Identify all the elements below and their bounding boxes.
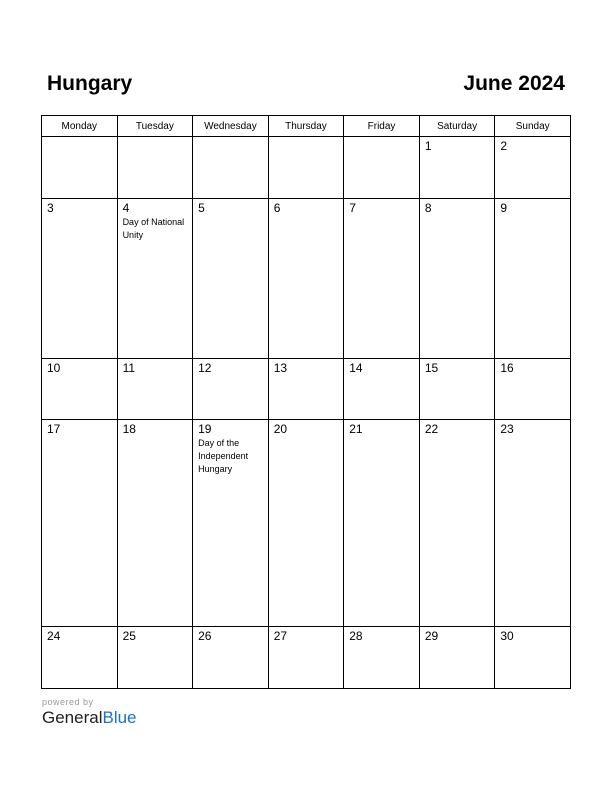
day-number: 8 [424,200,432,215]
day-cell [495,358,571,420]
day-number: 15 [424,360,439,375]
day-cell [419,137,495,199]
day-cell [419,627,495,689]
day-number: 21 [349,422,363,437]
weekday-header: Sunday [495,116,571,137]
day-cell [193,358,269,420]
day-number: 11 [122,360,136,375]
day-number: 24 [47,629,61,644]
holiday-label: Day of National Unity [122,216,185,240]
day-number [344,137,419,139]
weekday-header: Monday [42,116,118,137]
week-row [42,420,571,627]
day-number [193,137,268,139]
day-number: 13 [273,360,288,375]
day-cell [268,358,344,420]
day-number: 27 [273,629,288,644]
brand-blue-text: Blue [102,708,137,727]
holiday-label: Day of the Independent Hungary [198,438,249,475]
weekday-header-row [42,116,571,137]
day-cell [42,198,118,358]
day-number: 19 [198,422,212,437]
day-cell [419,198,495,358]
week-row [42,137,571,199]
day-number: 22 [424,422,439,437]
weekday-header: Saturday [419,116,495,137]
day-number: 16 [500,360,514,375]
day-number [269,137,344,139]
day-cell [495,627,571,689]
day-cell [117,137,193,199]
day-number: 17 [47,422,61,437]
day-number: 14 [349,360,363,375]
day-cell [344,420,420,627]
day-cell [42,358,118,420]
day-cell [495,137,571,199]
day-number [118,137,193,139]
day-cell [193,627,269,689]
day-cell [268,198,344,358]
day-cell [193,198,269,358]
day-number: 9 [500,200,508,215]
day-cell [268,420,344,627]
day-cell [268,627,344,689]
week-row [42,198,571,358]
day-cell [42,137,118,199]
day-cell [344,198,420,358]
weekday-header: Thursday [268,116,344,137]
powered-by-text: powered by [42,697,94,707]
weekday-header: Tuesday [117,116,193,137]
day-cell [42,420,118,627]
day-number: 7 [349,200,356,215]
weekday-header: Wednesday [193,116,269,137]
day-cell [419,358,495,420]
week-row [42,627,571,689]
day-cell [42,627,118,689]
day-number: 4 [122,200,130,215]
day-number [42,137,117,139]
day-number: 3 [47,200,54,215]
weekday-header: Friday [344,116,420,137]
day-number: 18 [122,422,136,437]
day-number: 30 [500,629,514,644]
day-number: 26 [198,629,212,644]
day-cell [193,420,269,627]
day-cell [495,420,571,627]
day-cell [344,137,420,199]
day-number: 2 [500,139,508,153]
day-cell [419,420,495,627]
day-number: 25 [122,629,136,644]
week-row [42,358,571,420]
day-cell [117,358,193,420]
day-cell [495,198,571,358]
day-number: 6 [273,200,281,215]
day-number: 1 [424,139,432,153]
day-number: 5 [198,200,205,215]
month-title: June 2024 [463,72,565,95]
day-number: 29 [424,629,439,644]
day-cell [117,198,193,358]
day-cell [117,420,193,627]
day-number: 12 [198,360,212,375]
calendar-grid [41,115,571,689]
generalblue-logo[interactable] [42,708,137,728]
day-cell [344,358,420,420]
brand-general-text: General [42,708,103,727]
day-number: 10 [47,360,61,375]
day-cell [344,627,420,689]
day-cell [193,137,269,199]
day-number: 28 [349,629,363,644]
day-number: 23 [500,422,514,437]
footer [42,697,137,728]
day-cell [117,627,193,689]
day-cell [268,137,344,199]
day-number: 20 [273,422,288,437]
country-title: Hungary [47,72,133,95]
